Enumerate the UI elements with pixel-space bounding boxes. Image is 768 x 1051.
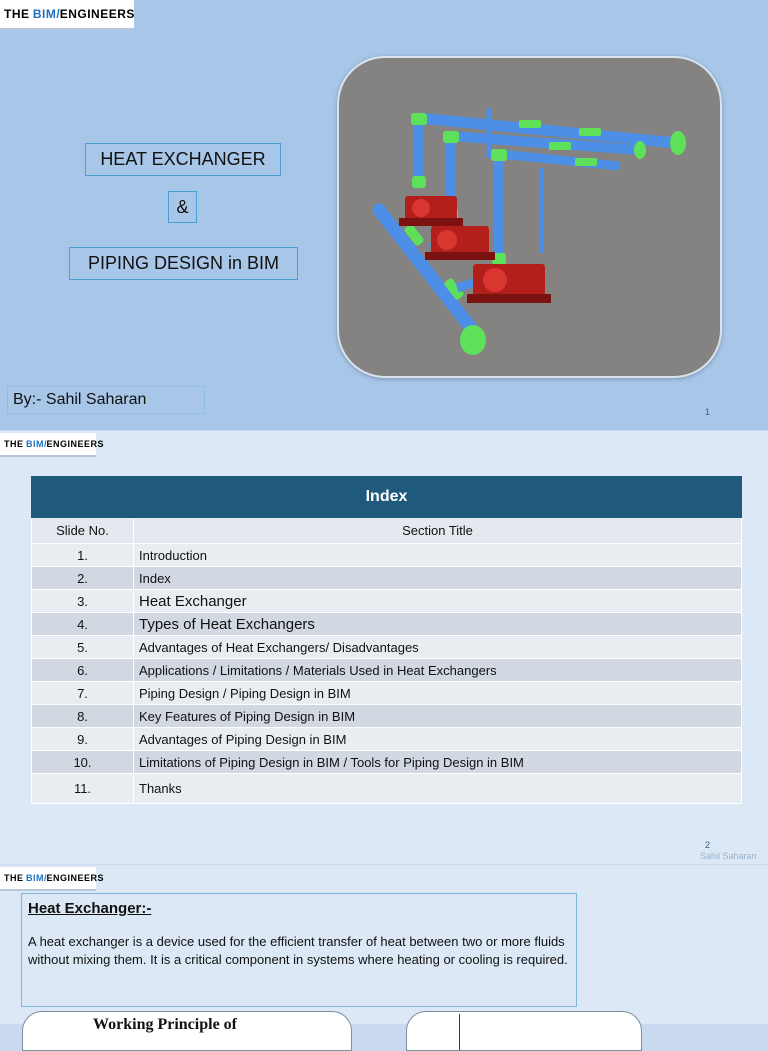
slide-number: 9. (32, 728, 134, 751)
bim-engineers-logo: THE BIM / ENGINEERS (0, 867, 96, 891)
table-row (32, 682, 742, 705)
table-row (32, 774, 742, 804)
section-title: Index (134, 567, 742, 590)
slide-number: 8. (32, 705, 134, 728)
slide-number: 10. (32, 751, 134, 774)
section-title: Advantages of Piping Design in BIM (134, 728, 742, 751)
section-title: Piping Design / Piping Design in BIM (134, 682, 742, 705)
working-principle-panel (22, 1011, 352, 1051)
index-table-title: Index (32, 477, 742, 518)
title-piping-design: PIPING DESIGN in BIM (69, 247, 298, 280)
table-row (32, 613, 742, 636)
section-title: Types of Heat Exchangers (134, 613, 742, 636)
piping-3d-illustration (339, 58, 720, 376)
heat-exchanger-description: A heat exchanger is a device used for the efficient transfer of heat between two or more fluids without mixing them. It is a critical component in systems where heating or cooling is required. (28, 934, 568, 967)
heat-exchanger-heading: Heat Exchanger:- (28, 900, 152, 917)
title-heat-exchanger: HEAT EXCHANGER (85, 143, 281, 176)
column-header-section-title: Section Title (134, 518, 742, 544)
page-number: 1 (705, 407, 711, 417)
section-title: Limitations of Piping Design in BIM / Tools for Piping Design in BIM (134, 751, 742, 774)
heat-exchanger-textbox (21, 893, 577, 1007)
slide-number: 5. (32, 636, 134, 659)
divider (459, 1014, 460, 1050)
section-title: Applications / Limitations / Materials Used in Heat Exchangers (134, 659, 742, 682)
slide-2 (0, 431, 768, 864)
info-panel (406, 1011, 642, 1051)
section-title: Heat Exchanger (134, 590, 742, 613)
section-title: Introduction (134, 544, 742, 567)
slide-number: 3. (32, 590, 134, 613)
working-principle-title: Working Principle of (93, 1016, 237, 1033)
page-number: 2 (705, 840, 711, 850)
table-row (32, 567, 742, 590)
table-row (32, 705, 742, 728)
table-row (32, 728, 742, 751)
slide-number: 7. (32, 682, 134, 705)
table-row (32, 590, 742, 613)
index-table (31, 476, 742, 804)
slide-1 (0, 0, 768, 430)
slide-number: 6. (32, 659, 134, 682)
title-ampersand: & (168, 191, 197, 223)
section-title: Thanks (134, 774, 742, 804)
slide-number: 4. (32, 613, 134, 636)
bim-engineers-logo: THE BIM / ENGINEERS (0, 0, 134, 30)
slide-number: 2. (32, 567, 134, 590)
section-title: Key Features of Piping Design in BIM (134, 705, 742, 728)
section-title: Advantages of Heat Exchangers/ Disadvantages (134, 636, 742, 659)
author-label: By:- Sahil Saharan (7, 386, 205, 414)
column-header-slide-no: Slide No. (32, 518, 134, 544)
table-row (32, 636, 742, 659)
table-row (32, 659, 742, 682)
table-row (32, 751, 742, 774)
slide-3 (0, 865, 768, 1033)
piping-render-image (337, 56, 722, 378)
author-footer: Sahil Saharan (700, 851, 757, 861)
table-row (32, 544, 742, 567)
slide-number: 1. (32, 544, 134, 567)
bim-engineers-logo: THE BIM / ENGINEERS (0, 433, 96, 457)
slide-number: 11. (32, 774, 134, 804)
